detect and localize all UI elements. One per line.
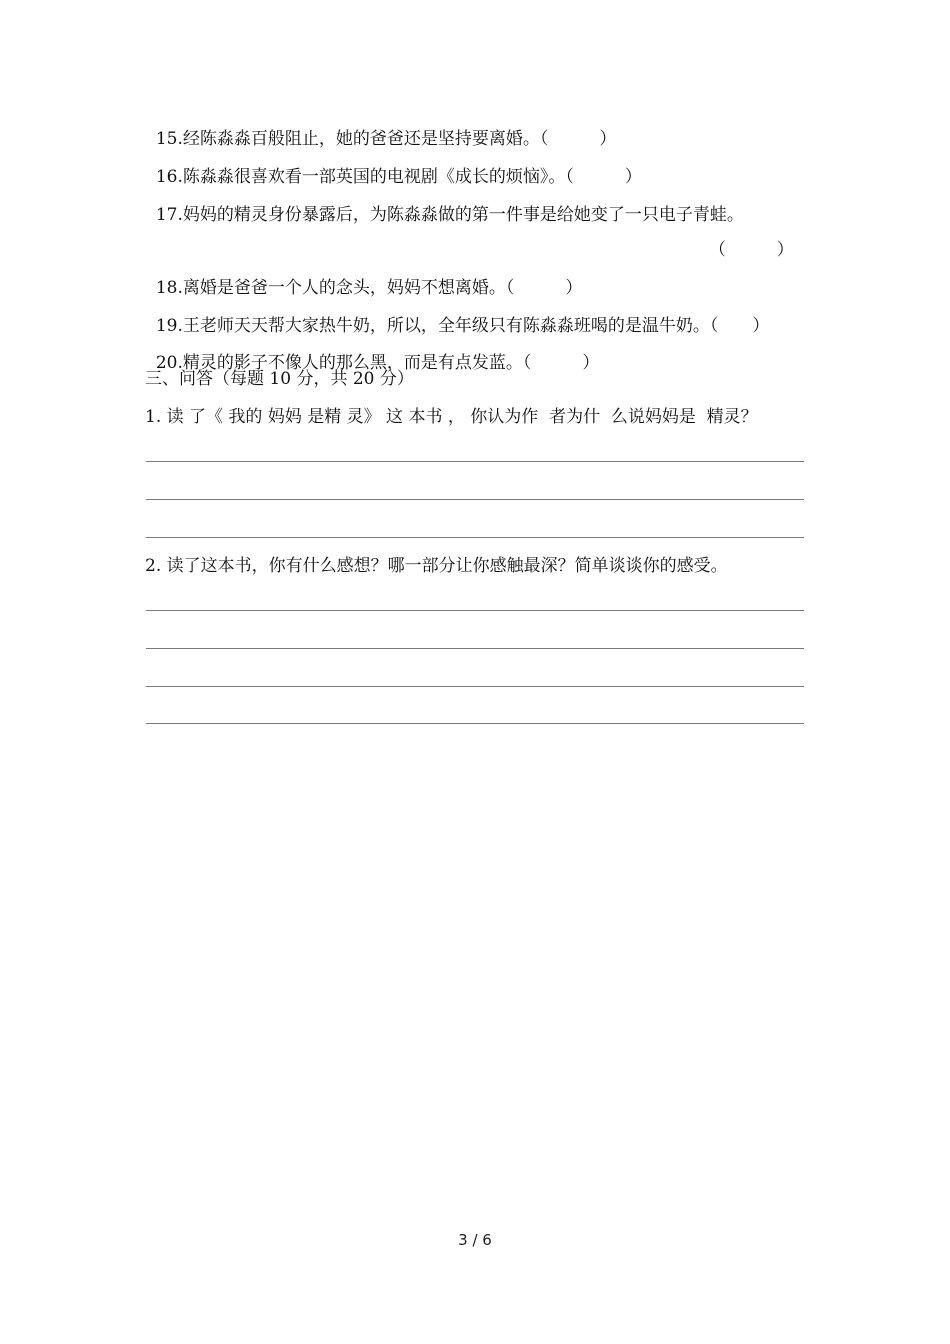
essay-question-2: 2. 读了这本书，你有什么感想？哪一部分让你感触最深？简单谈谈你的感受。	[145, 556, 728, 576]
question-number: 17.	[155, 205, 183, 225]
section-heading: 三、问答（每题 10 分，共 20 分）	[145, 369, 414, 389]
question-text: 精灵的影子不像人的那么黑，而是有点发蓝。（ ）	[182, 353, 600, 373]
question-text: 妈妈的精灵身份暴露后，为陈淼淼做的第一件事是给她变了一只电子青蛙。	[182, 205, 744, 225]
question-number: 20.	[155, 353, 183, 373]
question-text: 经陈淼淼百般阻止，她的爸爸还是坚持要离婚。（ ）	[182, 129, 617, 149]
answer-line[interactable]	[146, 610, 804, 611]
question-17-answer-brackets	[698, 217, 794, 261]
answer-line[interactable]	[146, 537, 804, 538]
question-17	[145, 182, 744, 226]
question-text: 陈淼淼很喜欢看一部英国的电视剧《成长的烦恼》。（ ）	[182, 167, 642, 187]
question-number: 15.	[155, 129, 183, 149]
question-number: 18.	[155, 278, 183, 298]
question-text: （ ）	[708, 240, 794, 260]
answer-line[interactable]	[146, 648, 804, 649]
answer-line[interactable]	[146, 686, 804, 687]
question-number: 19.	[155, 316, 183, 336]
question-number: 16.	[155, 167, 183, 187]
answer-line[interactable]	[146, 723, 804, 724]
question-text: 离婚是爸爸一个人的念头，妈妈不想离婚。（ ）	[182, 278, 583, 298]
answer-line[interactable]	[146, 461, 804, 462]
answer-line[interactable]	[146, 499, 804, 500]
essay-question-1: 1. 读 了《 我的 妈妈 是精 灵》 这 本书 ， 你认为作 者为什 么说妈妈是 精灵？	[145, 407, 758, 427]
page-number: 3 / 6	[458, 1231, 492, 1249]
question-text: 王老师天天帮大家热牛奶，所以，全年级只有陈淼淼班喝的是温牛奶。（ ）	[182, 316, 770, 336]
